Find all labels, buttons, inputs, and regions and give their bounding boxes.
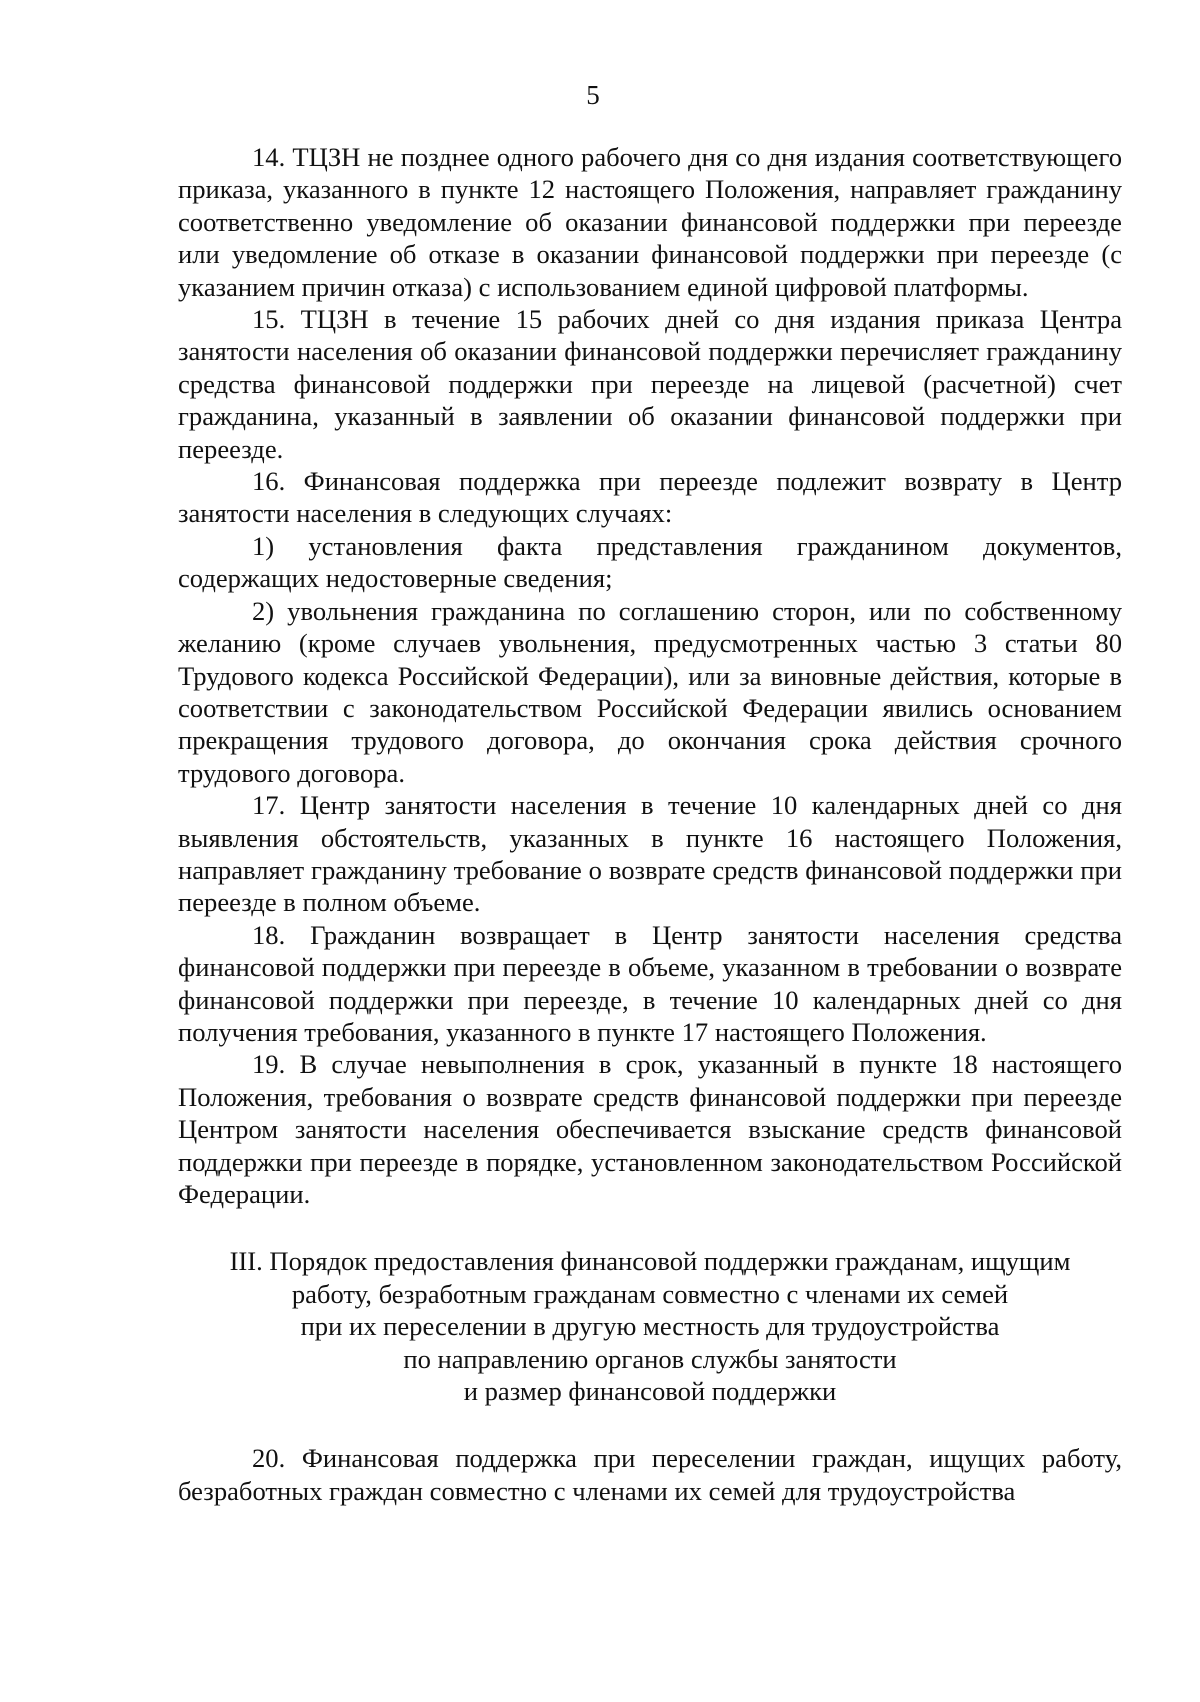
section-heading-line-1: III. Порядок предоставления финансовой поддержки гражданам, ищущим: [229, 1246, 1071, 1277]
paragraph-18: 18. Гражданин возвращает в Центр занятости населения средства финансовой поддержки при переезде в объеме, указанном в требовании о возврате финансовой поддержки при переезде, в течение 10 календарных дней со дня получения требования, указанного в пункте 17 настоящего Положения.: [178, 919, 1122, 1047]
paragraph-14: 14. ТЦЗН не позднее одного рабочего дня со дня издания соответствующего приказа, указанного в пункте 12 настоящего Положения, направляет гражданину соответственно уведомление об оказании финансовой поддержки при переезде или уведомление об отказе в оказании финансовой поддержки при переезде (с указанием причин отказа) с использованием единой цифровой платформы.: [178, 142, 1122, 302]
paragraph-17: 17. Центр занятости населения в течение 10 календарных дней со дня выявления обстоятельств, указанных в пункте 16 настоящего Положения, направляет гражданину требование о возврате средств финансовой поддержки при переезде в полном объеме.: [178, 790, 1122, 918]
paragraph-16: 16. Финансовая поддержка при переезде подлежит возврату в Центр занятости населения в следующих случаях:: [178, 466, 1122, 529]
section-heading-line-3: при их переселении в другую местность для трудоустройства: [300, 1311, 1000, 1342]
paragraph-16-item-2: 2) увольнения гражданина по соглашению сторон, или по собственному желанию (кроме случаев увольнения, предусмотренных частью 3 статьи 80 Трудового кодекса Российской Федерации), или за виновные действия, которые в соответствии с законодательством Российской Федерации явились основанием прекращения трудового договора, до окончания срока действия срочного трудового договора.: [178, 595, 1122, 788]
paragraph-16-item-1: 1) установления факта представления гражданином документов, содержащих недостоверные сведения;: [178, 530, 1122, 594]
document-body: [178, 141, 1122, 1507]
section-heading-line-2: работу, безработным гражданам совместно с членами их семей: [291, 1278, 1009, 1309]
paragraph-19: 19. В случае невыполнения в срок, указанный в пункте 18 настоящего Положения, требования о возврате средств финансовой поддержки при переезде Центром занятости населения обеспечивается взыскание средств финансовой поддержки при переезде в порядке, установленном законодательством Российской Федерации.: [178, 1049, 1122, 1209]
page-number: 5: [586, 80, 600, 110]
paragraph-15: 15. ТЦЗН в течение 15 рабочих дней со дня издания приказа Центра занятости населения об оказании финансовой поддержки перечисляет гражданину средства финансовой поддержки при переезде на лицевой (расчетной) счет гражданина, указанный в заявлении об оказании финансовой поддержки при переезде.: [178, 304, 1122, 464]
section-heading-line-4: по направлению органов службы занятости: [403, 1343, 897, 1374]
section-heading: [178, 1245, 1122, 1407]
paragraph-20: 20. Финансовая поддержка при переселении граждан, ищущих работу, безработных граждан совместно с членами их семей для трудоустройства: [178, 1443, 1122, 1506]
section-heading-line-5: и размер финансовой поддержки: [463, 1376, 837, 1407]
